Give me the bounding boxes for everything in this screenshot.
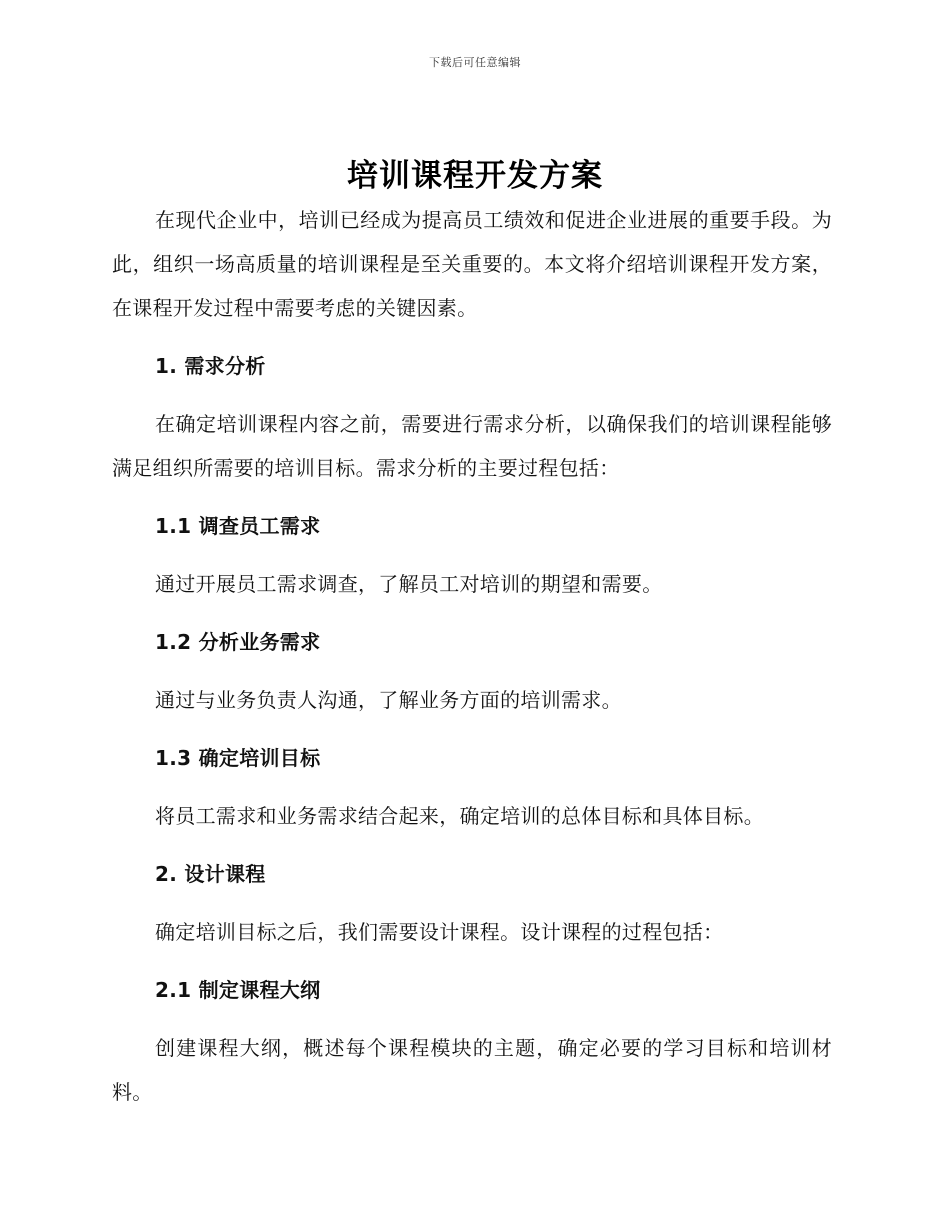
subsection-heading-business-needs: 1.2 分析业务需求 — [155, 630, 321, 654]
course-outline-paragraph: 创建课程大纲，概述每个课程模块的主题，确定必要的学习目标和培训材料。 — [112, 1036, 832, 1104]
subsection-heading-employee-needs: 1.1 调查员工需求 — [155, 514, 321, 538]
needs-analysis-paragraph: 在确定培训课程内容之前，需要进行需求分析，以确保我们的培训课程能够满足组织所需要的培训目标。需求分析的主要过程包括： — [112, 412, 832, 480]
subsection-heading-course-outline: 2.1 制定课程大纲 — [155, 978, 321, 1002]
subsection-heading-training-goals: 1.3 确定培训目标 — [155, 746, 321, 770]
intro-paragraph: 在现代企业中，培训已经成为提高员工绩效和促进企业进展的重要手段。为此，组织一场高质量的培训课程是至关重要的。本文将介绍培训课程开发方案，在课程开发过程中需要考虑的关键因素。 — [112, 208, 832, 320]
header-note: 下载后可任意编辑 — [429, 56, 521, 69]
document-body — [112, 198, 832, 1114]
training-goals-paragraph: 将员工需求和业务需求结合起来，确定培训的总体目标和具体目标。 — [155, 804, 764, 828]
design-course-paragraph: 确定培训目标之后，我们需要设计课程。设计课程的过程包括： — [155, 920, 724, 944]
document-title: 培训课程开发方案 — [347, 158, 603, 194]
employee-needs-paragraph: 通过开展员工需求调查，了解员工对培训的期望和需要。 — [155, 572, 663, 596]
section-heading-needs-analysis: 1. 需求分析 — [155, 354, 266, 378]
business-needs-paragraph: 通过与业务负责人沟通，了解业务方面的培训需求。 — [155, 688, 622, 712]
section-heading-design-course: 2. 设计课程 — [155, 862, 266, 886]
